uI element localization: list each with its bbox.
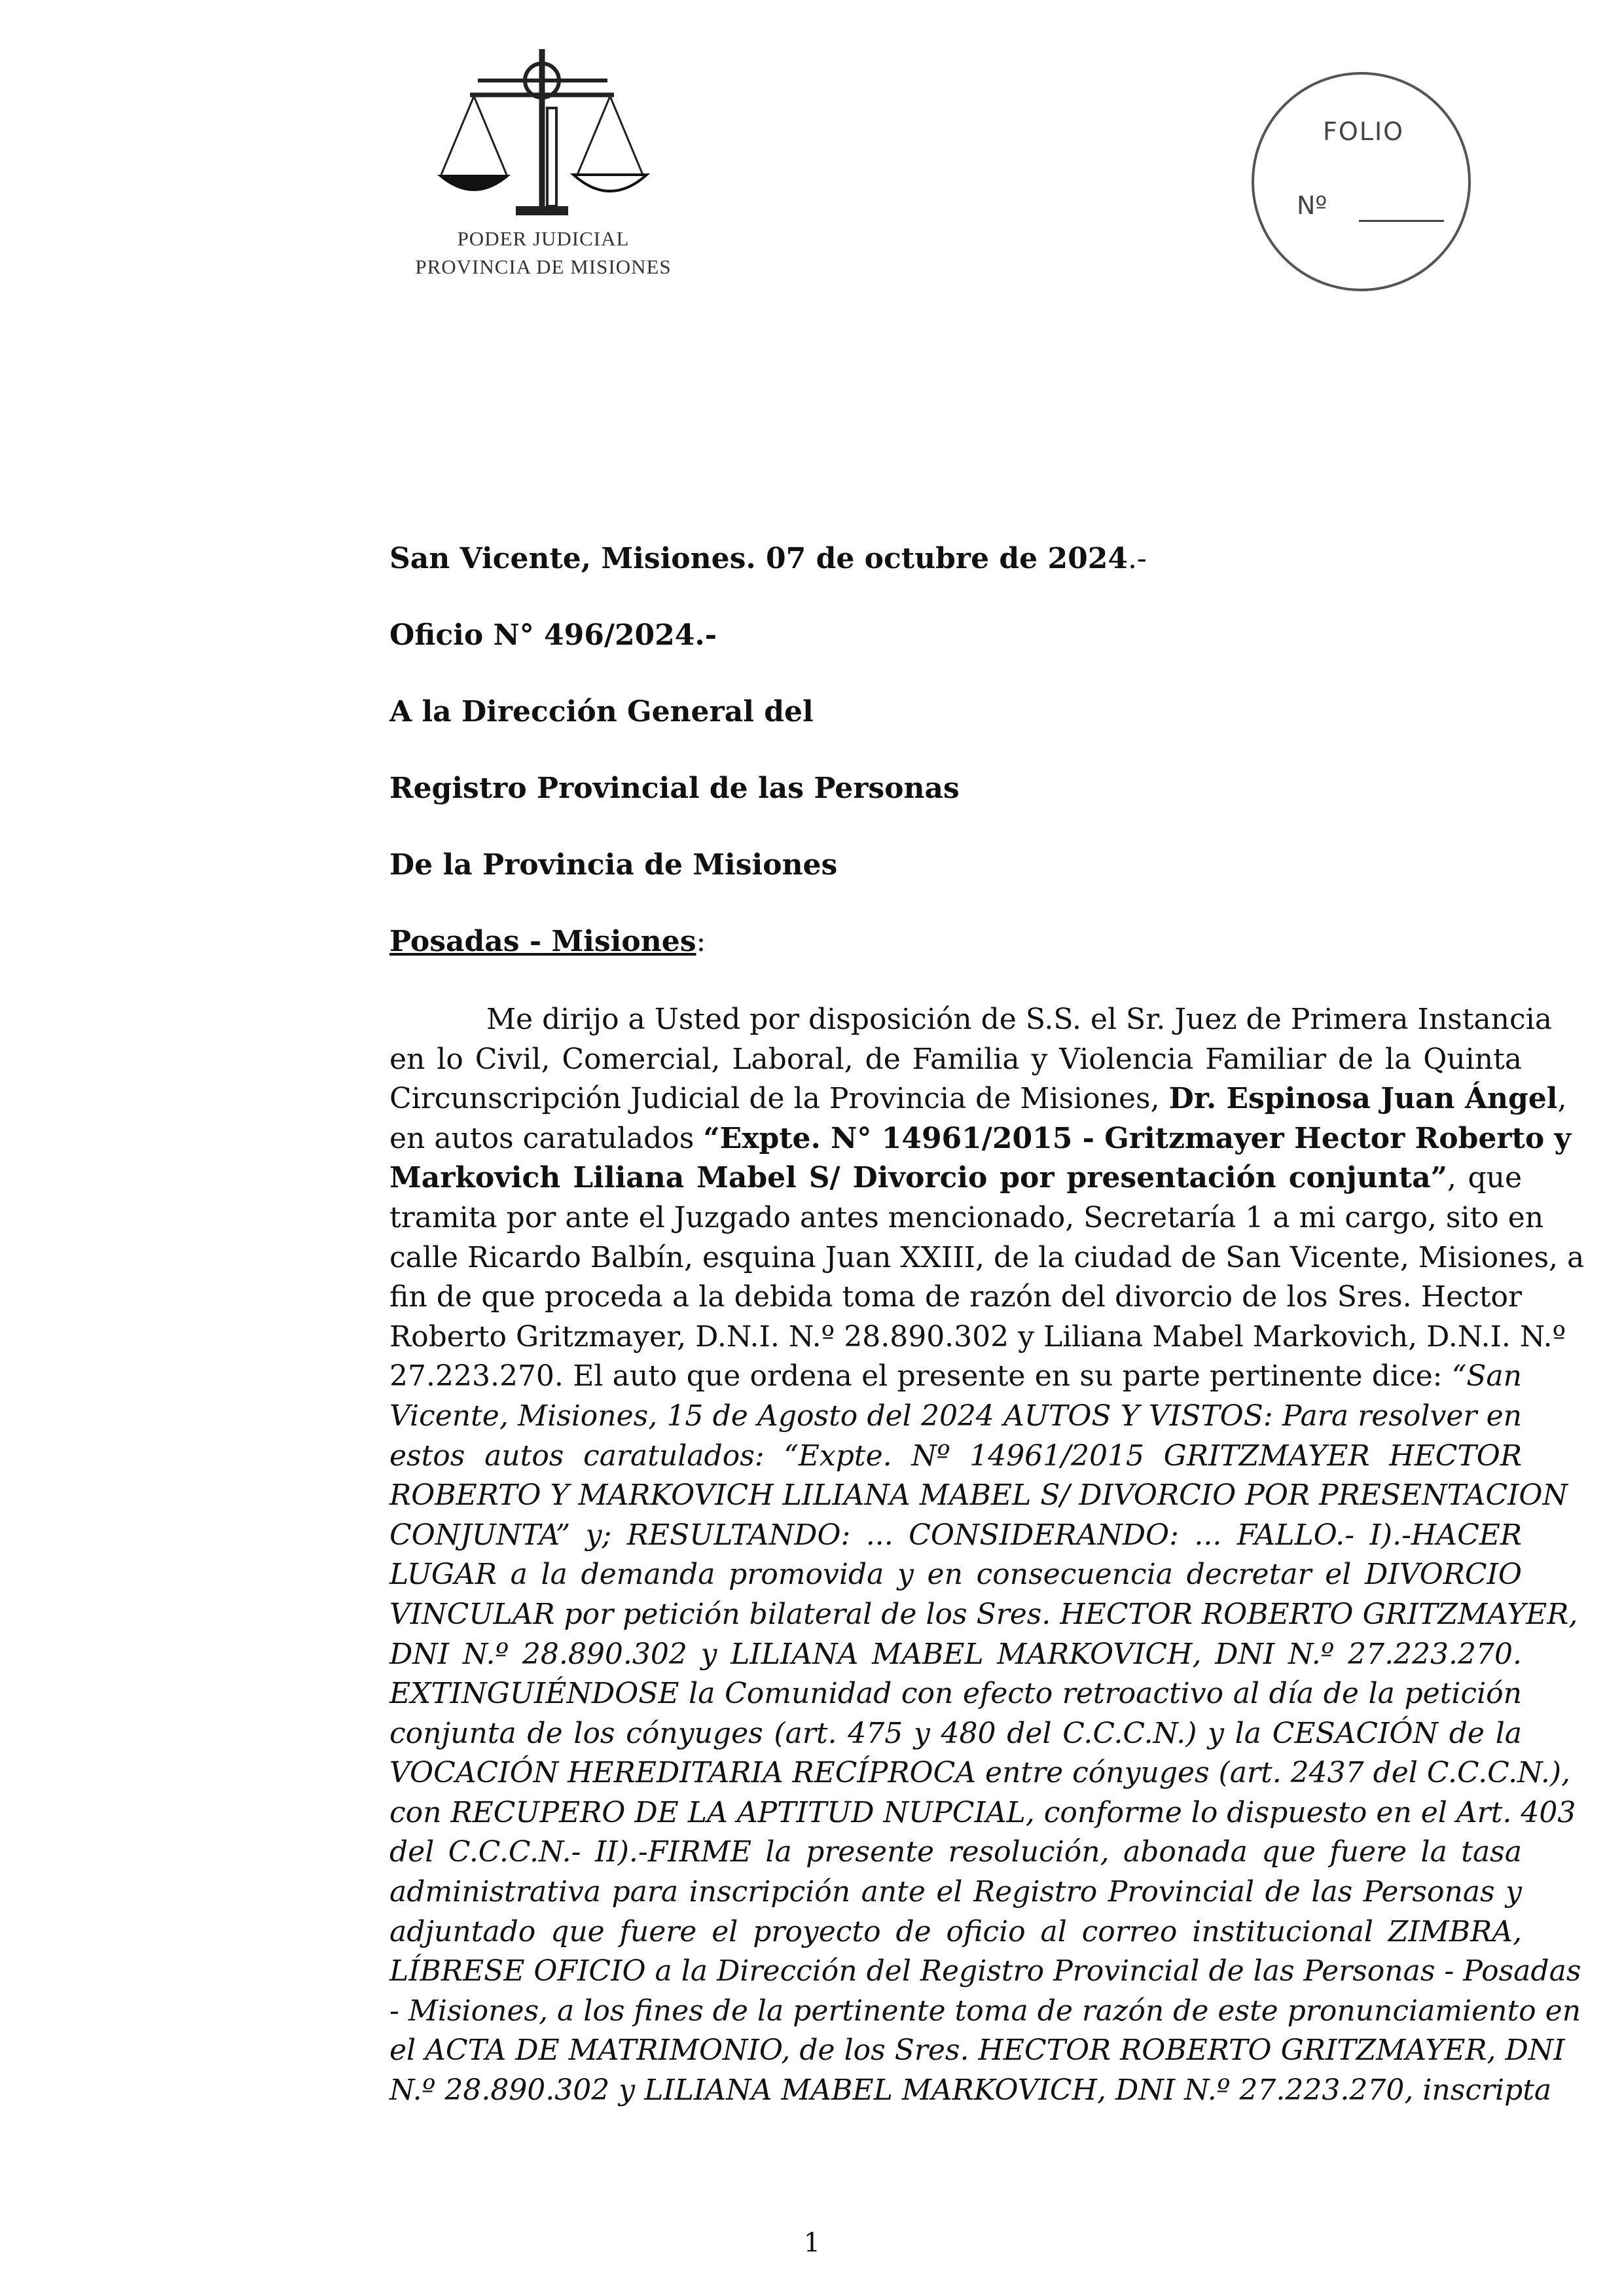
- quoted-ruling-line: estos autos caratulados: “Expte. Nº 14961/2015 GRITZMAYER HECTOR: [389, 1439, 1522, 1473]
- body-line: tramita por ante el Juzgado antes mencionado, Secretaría 1 a mi cargo, sito en: [389, 1200, 1544, 1234]
- quoted-ruling-line: LUGAR a la demanda promovida y en consecuencia decretar el DIVORCIO: [389, 1558, 1522, 1592]
- quoted-ruling-line: - Misiones, a los fines de la pertinente toma de razón de este pronunciamiento en: [389, 1994, 1581, 2028]
- body-line: Me dirijo a Usted por disposición de S.S. el Sr. Juez de Primera Instancia: [486, 1003, 1552, 1036]
- page-number: 1: [803, 2228, 821, 2258]
- quoted-ruling-line: administrativa para inscripción ante el Registro Provincial de las Personas y: [389, 1875, 1522, 1909]
- quoted-ruling-line: Vicente, Misiones, 15 de Agosto del 2024 AUTOS Y VISTOS: Para resolver en: [389, 1399, 1522, 1433]
- quoted-ruling-line: con RECUPERO DE LA APTITUD NUPCIAL, conforme lo dispuesto en el Art. 403: [389, 1795, 1576, 1829]
- quoted-ruling-line: LÍBRESE OFICIO a la Dirección del Registro Provincial de las Personas - Posadas: [389, 1954, 1581, 1988]
- addressee-line-1: A la Dirección General del: [389, 695, 814, 728]
- quoted-ruling-line: VINCULAR por petición bilateral de los Sres. HECTOR ROBERTO GRITZMAYER,: [389, 1597, 1578, 1631]
- body-line: en autos caratulados “Expte. N° 14961/2015 - Gritzmayer Hector Roberto y: [389, 1121, 1572, 1155]
- quoted-ruling-line: DNI N.º 28.890.302 y LILIANA MABEL MARKOVICH, DNI N.º 27.223.270.: [389, 1637, 1522, 1671]
- quoted-ruling-line: el ACTA DE MATRIMONIO, de los Sres. HECTOR ROBERTO GRITZMAYER, DNI: [389, 2034, 1565, 2068]
- body-line: Circunscripción Judicial de la Provincia de Misiones, Dr. Espinosa Juan Ángel,: [389, 1082, 1567, 1116]
- date-line: San Vicente, Misiones. 07 de octubre de 2024.-: [389, 542, 1147, 575]
- quoted-ruling-line: N.º 28.890.302 y LILIANA MABEL MARKOVICH, DNI N.º 27.223.270, inscripta: [389, 2073, 1552, 2108]
- body-line: fin de que proceda a la debida toma de razón del divorcio de los Sres. Hector: [389, 1280, 1522, 1314]
- quoted-ruling-line: adjuntado que fuere el proyecto de oficio al correo institucional ZIMBRA,: [389, 1914, 1522, 1948]
- addressee-line-3: De la Provincia de Misiones: [389, 848, 838, 882]
- scales-of-justice-icon: [432, 43, 655, 232]
- folio-label: FOLIO: [1323, 117, 1405, 146]
- oficio-number: Oficio N° 496/2024.-: [389, 619, 717, 652]
- folio-stamp: [1252, 72, 1471, 291]
- folio-number-label: Nº: [1297, 191, 1327, 220]
- quoted-ruling-line: EXTINGUIÉNDOSE la Comunidad con efecto retroactivo al día de la petición: [389, 1677, 1522, 1711]
- folio-number-row: [1297, 191, 1454, 224]
- body-line: Roberto Gritzmayer, D.N.I. N.º 28.890.302 y Liliana Mabel Markovich, D.N.I. N.º: [389, 1319, 1566, 1354]
- quoted-ruling-line: ROBERTO Y MARKOVICH LILIANA MABEL S/ DIVORCIO POR PRESENTACION: [389, 1479, 1568, 1513]
- letter-body: [389, 1000, 1585, 2111]
- folio-number-blank-line: [1359, 220, 1444, 222]
- quoted-ruling-line: conjunta de los cónyuges (art. 475 y 480 del C.C.C.N.) y la CESACIÓN de la: [389, 1716, 1522, 1750]
- logo-text-poder-judicial: PODER JUDICIAL: [457, 227, 630, 250]
- location-line: Posadas - Misiones:: [389, 925, 706, 958]
- body-line: Markovich Liliana Mabel S/ Divorcio por presentación conjunta”, que: [389, 1161, 1523, 1195]
- quoted-ruling-line: VOCACIÓN HEREDITARIA RECÍPROCA entre cónyuges (art. 2437 del C.C.C.N.),: [389, 1756, 1570, 1790]
- body-line: calle Ricardo Balbín, esquina Juan XXIII, de la ciudad de San Vicente, Misiones, a: [389, 1240, 1585, 1274]
- quoted-ruling-line: del C.C.C.N.- II).-FIRME la presente resolución, abonada que fuere la tasa: [389, 1835, 1522, 1869]
- quoted-ruling-line: CONJUNTA” y; RESULTANDO: ... CONSIDERANDO: ... FALLO.- I).-HACER: [389, 1518, 1522, 1552]
- logo-text-provincia: PROVINCIA DE MISIONES: [415, 255, 672, 278]
- body-line: en lo Civil, Comercial, Laboral, de Familia y Violencia Familiar de la Quinta: [389, 1042, 1522, 1076]
- body-line: 27.223.270. El auto que ordena el presente en su parte pertinente dice: “San: [389, 1359, 1522, 1393]
- addressee-line-2: Registro Provincial de las Personas: [389, 772, 960, 805]
- poder-judicial-logo: [399, 36, 687, 298]
